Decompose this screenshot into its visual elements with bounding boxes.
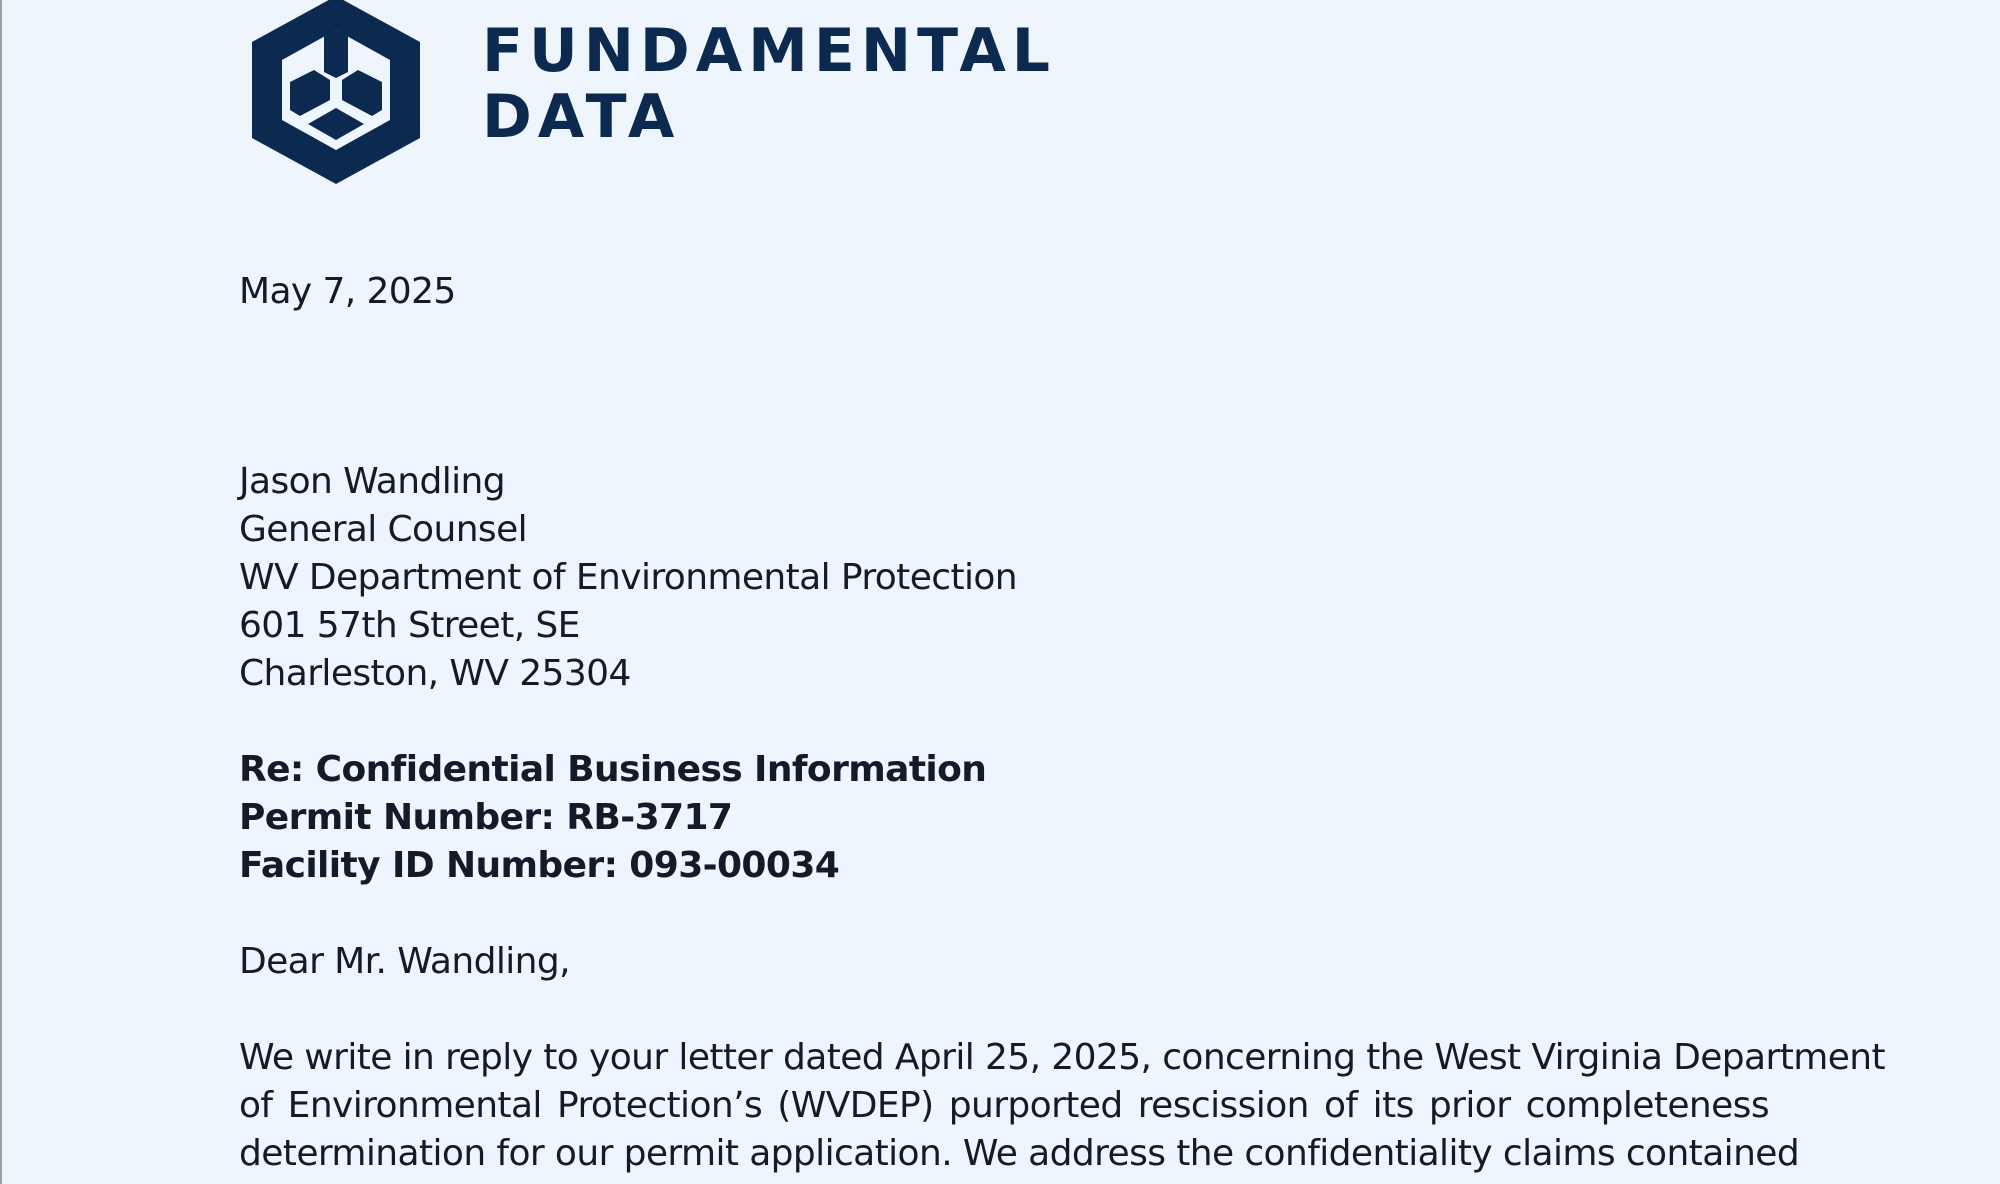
- brand-line-1: FUNDAMENTAL: [482, 16, 1057, 86]
- body-paragraph: [239, 1034, 1885, 1178]
- brand-line-2: DATA: [482, 82, 681, 152]
- recipient-name: Jason Wandling: [239, 461, 506, 502]
- recipient-title: General Counsel: [239, 509, 528, 550]
- hexagon-cube-logo-icon: [244, 0, 428, 186]
- recipient-address: [239, 458, 1017, 698]
- subject-block: [239, 746, 986, 890]
- body-line: determination for our permit application. We address the confidentiality claims contained: [239, 1133, 1800, 1174]
- facility-id: Facility ID Number: 093-00034: [239, 845, 840, 886]
- salutation: Dear Mr. Wandling,: [239, 941, 570, 982]
- subject-line: Re: Confidential Business Information: [239, 749, 987, 790]
- body-line: of Environmental Protection’s (WVDEP) purported rescission of its prior completeness: [239, 1085, 1769, 1126]
- recipient-street: 601 57th Street, SE: [239, 605, 580, 646]
- brand-name: [482, 18, 1056, 150]
- permit-number: Permit Number: RB-3717: [239, 797, 733, 838]
- recipient-city: Charleston, WV 25304: [239, 653, 631, 694]
- body-line: We write in reply to your letter dated April 25, 2025, concerning the West Virginia Department: [239, 1037, 1885, 1078]
- recipient-organization: WV Department of Environmental Protection: [239, 557, 1017, 598]
- letter-date: May 7, 2025: [239, 271, 456, 312]
